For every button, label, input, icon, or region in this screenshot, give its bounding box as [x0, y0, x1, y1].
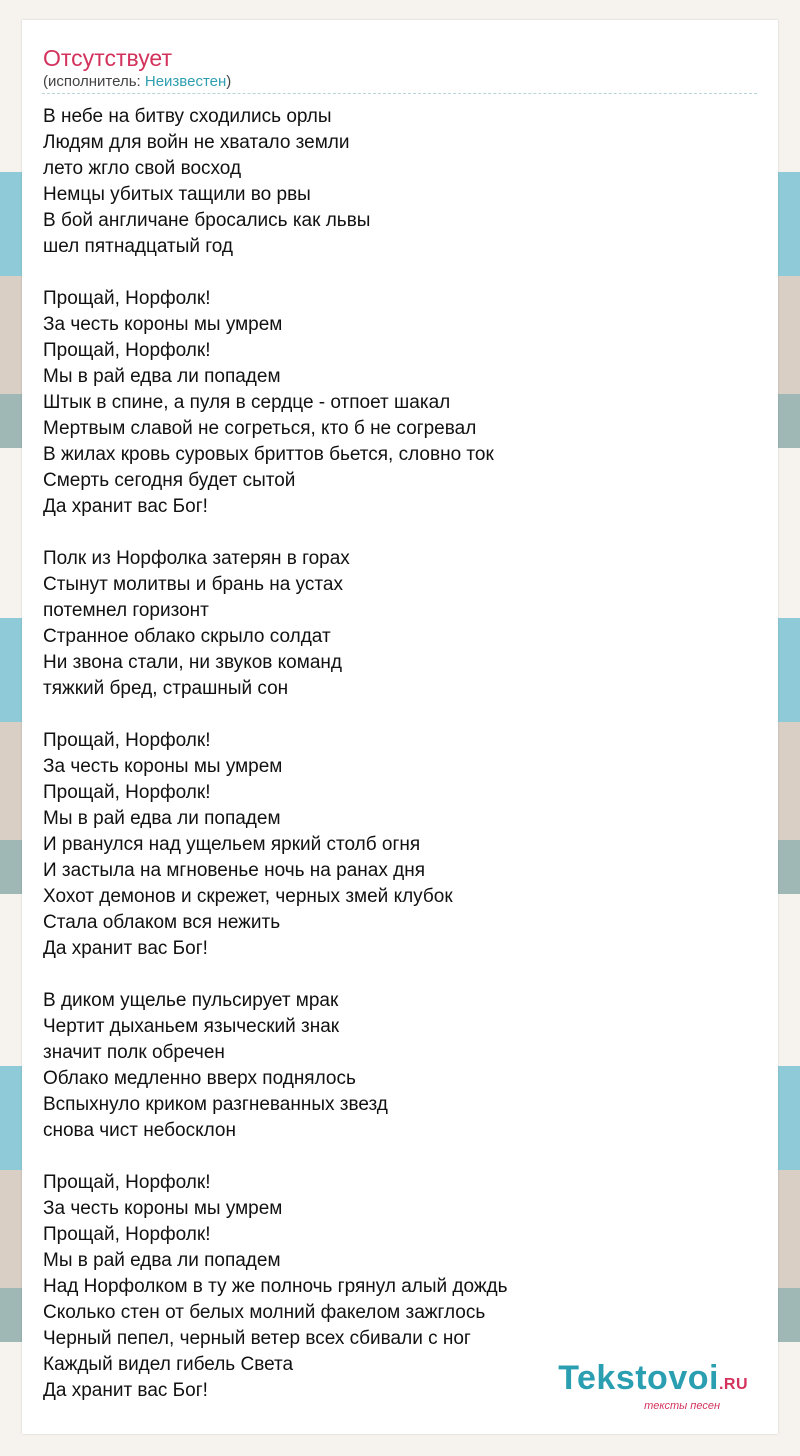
- logo-wordmark: [558, 1361, 748, 1402]
- lyric-line: Прощай, Норфолк!: [43, 340, 211, 361]
- lyric-line: Прощай, Норфолк!: [43, 1172, 211, 1193]
- stanza: [43, 988, 508, 1144]
- lyric-line: Да хранит вас Бог!: [43, 938, 208, 959]
- artist-prefix: (исполнитель:: [43, 73, 145, 90]
- lyric-line: Мертвым славой не согреться, кто б не согревал: [43, 418, 477, 439]
- lyric-line: Прощай, Норфолк!: [43, 730, 211, 751]
- stanza: [43, 104, 508, 260]
- lyric-line: значит полк обречен: [43, 1042, 225, 1063]
- lyric-line: тяжкий бред, страшный сон: [43, 678, 289, 699]
- stanza: [43, 1170, 508, 1404]
- stanza: [43, 728, 508, 962]
- lyrics-card: [22, 20, 778, 1434]
- lyric-line: Черный пепел, черный ветер всех сбивали с ног: [43, 1328, 471, 1349]
- lyric-line: Мы в рай едва ли попадем: [43, 366, 281, 387]
- lyric-line: Смерть сегодня будет сытой: [43, 470, 296, 491]
- artist-link[interactable]: Неизвестен: [144, 73, 227, 90]
- lyric-line: За честь короны мы умрем: [43, 314, 283, 335]
- lyric-line: Да хранит вас Бог!: [43, 1380, 208, 1401]
- lyric-line: Сколько стен от белых молний факелом зажглось: [43, 1302, 486, 1323]
- lyric-line: Каждый видел гибель Света: [43, 1354, 294, 1375]
- lyric-line: Вспыхнуло криком разгневанных звезд: [43, 1094, 388, 1115]
- lyric-line: Прощай, Норфолк!: [43, 782, 211, 803]
- lyric-line: Полк из Норфолка затерян в горах: [43, 548, 350, 569]
- song-title: Отсутствует: [43, 45, 172, 71]
- lyric-line: Хохот демонов и скрежет, черных змей клубок: [43, 886, 453, 907]
- lyric-line: Немцы убитых тащили во рвы: [43, 184, 311, 205]
- logo-main-text: Tekstovoi: [558, 1359, 719, 1397]
- site-logo[interactable]: [558, 1361, 748, 1412]
- lyric-line: лето жгло свой восход: [43, 158, 242, 179]
- divider: [42, 93, 757, 94]
- lyric-line: Странное облако скрыло солдат: [43, 626, 331, 647]
- lyric-line: В жилах кровь суровых бриттов бьется, словно ток: [43, 444, 494, 465]
- lyric-line: И застыла на мгновенье ночь на ранах дня: [43, 860, 425, 881]
- lyric-line: снова чист небосклон: [43, 1120, 236, 1141]
- logo-tld: .RU: [718, 1376, 748, 1393]
- stanza: [43, 546, 508, 702]
- lyric-line: Ни звона стали, ни звуков команд: [43, 652, 342, 673]
- artist-suffix: ): [226, 73, 232, 90]
- lyric-line: В бой англичане бросались как львы: [43, 210, 371, 231]
- logo-tagline: тексты песен: [644, 1400, 720, 1412]
- lyric-line: Мы в рай едва ли попадем: [43, 808, 281, 829]
- stanza: [43, 286, 508, 520]
- lyric-line: Людям для войн не хватало земли: [43, 132, 350, 153]
- lyric-line: Штык в спине, а пуля в сердце - отпоет шакал: [43, 392, 451, 413]
- lyric-line: Да хранит вас Бог!: [43, 496, 208, 517]
- lyric-line: Мы в рай едва ли попадем: [43, 1250, 281, 1271]
- lyric-line: В небе на битву сходились орлы: [43, 106, 332, 127]
- lyric-line: Прощай, Норфолк!: [43, 1224, 211, 1245]
- lyric-line: Прощай, Норфолк!: [43, 288, 211, 309]
- lyric-line: Стала облаком вся нежить: [43, 912, 281, 933]
- lyric-line: И рванулся над ущельем яркий столб огня: [43, 834, 421, 855]
- artist-line: [43, 73, 231, 91]
- lyric-line: В диком ущелье пульсирует мрак: [43, 990, 339, 1011]
- lyric-line: шел пятнадцатый год: [43, 236, 233, 257]
- lyric-line: Облако медленно вверх поднялось: [43, 1068, 356, 1089]
- lyric-line: Над Норфолком в ту же полночь грянул алый дождь: [43, 1276, 508, 1297]
- lyric-line: За честь короны мы умрем: [43, 1198, 283, 1219]
- lyric-line: За честь короны мы умрем: [43, 756, 283, 777]
- lyric-line: потемнел горизонт: [43, 600, 209, 621]
- lyric-line: Стынут молитвы и брань на устах: [43, 574, 343, 595]
- lyrics-text: [43, 104, 508, 1404]
- lyric-line: Чертит дыханьем языческий знак: [43, 1016, 340, 1037]
